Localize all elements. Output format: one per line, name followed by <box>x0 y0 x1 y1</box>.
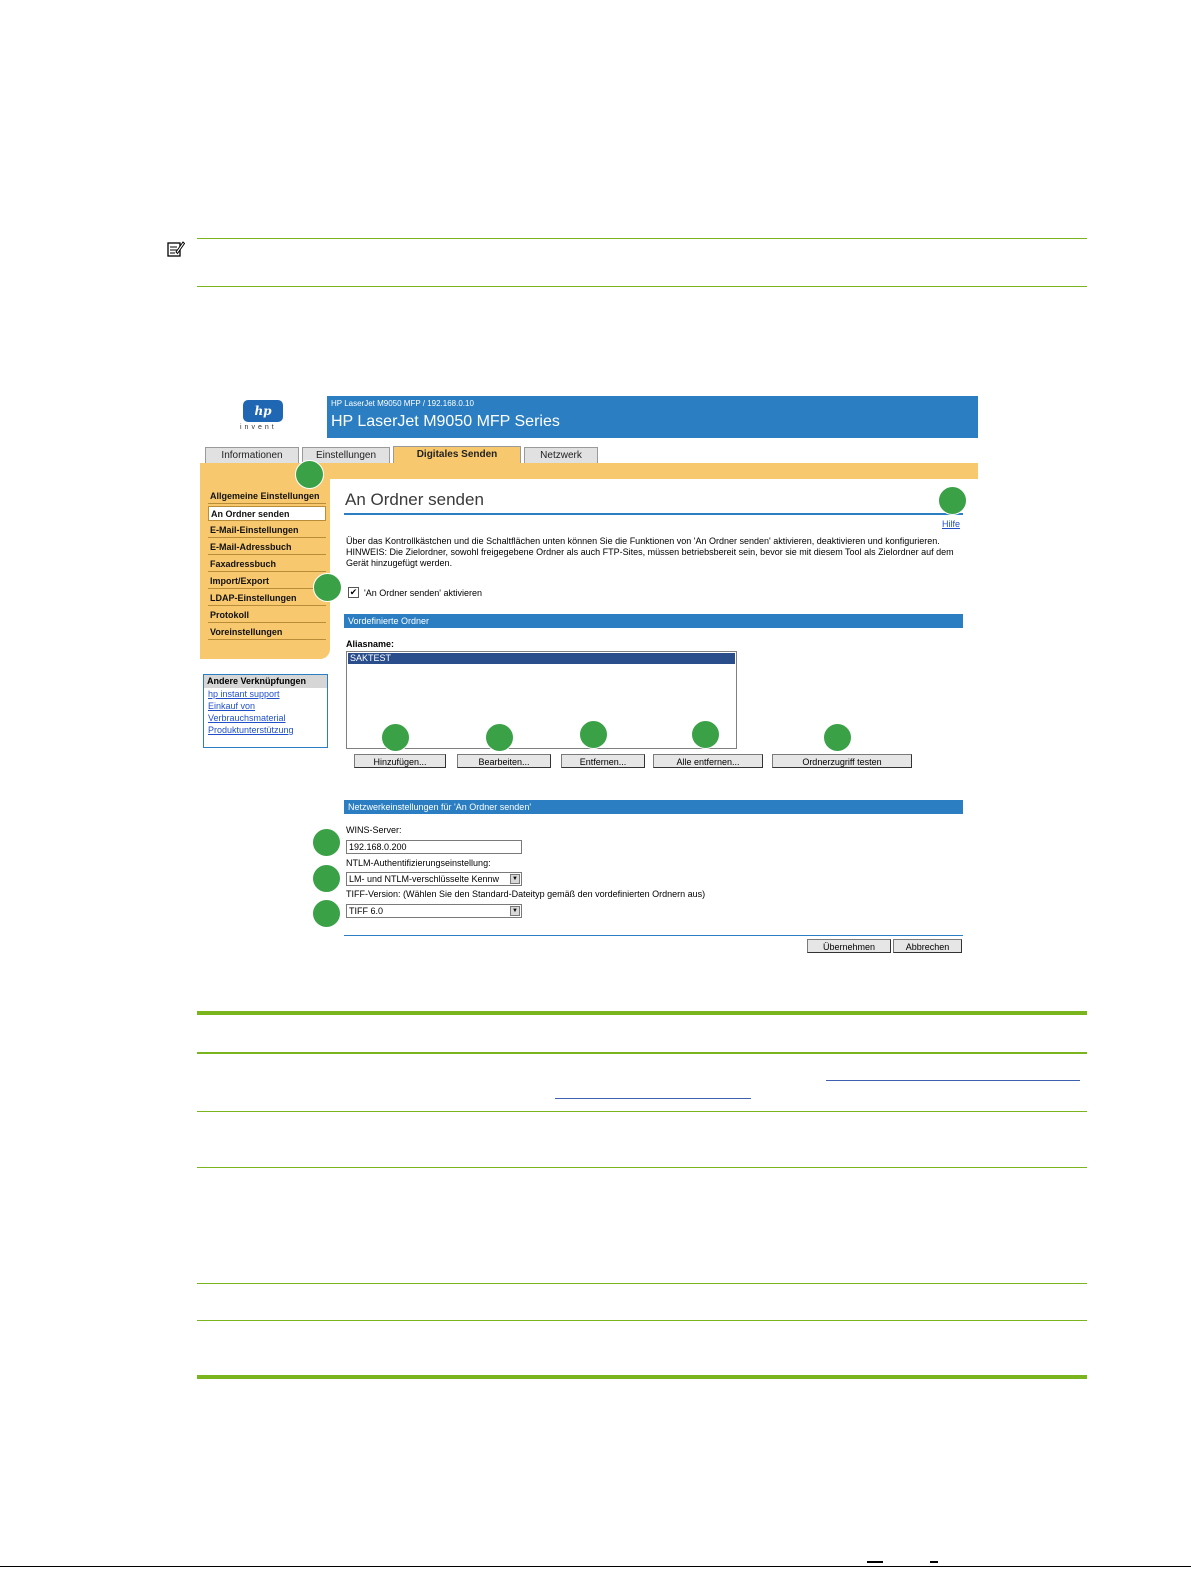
footer-rule <box>0 1566 1191 1567</box>
other-links-heading: Andere Verknüpfungen <box>204 675 327 688</box>
header-title: HP LaserJet M9050 MFP Series <box>331 413 560 430</box>
ews-screenshot <box>200 395 980 965</box>
callout-marker <box>295 460 324 489</box>
link-einkauf-von[interactable]: Einkauf von <box>208 701 256 711</box>
footer-mark <box>867 1561 883 1563</box>
callout-marker <box>312 864 341 893</box>
callout-marker <box>312 899 341 928</box>
dropdown-arrow-icon: ▼ <box>510 874 520 884</box>
cross-reference-link[interactable] <box>555 1098 751 1099</box>
title-rule <box>344 513 963 515</box>
link-produktunterstuetzung[interactable]: Produktunterstützung <box>208 725 294 735</box>
note-rule-bottom <box>197 286 1087 287</box>
enable-checkbox[interactable]: ✔ <box>349 587 358 597</box>
callout-marker <box>938 486 967 515</box>
tiff-select-value: TIFF 6.0 <box>349 906 384 916</box>
callout-marker <box>691 720 720 749</box>
footer-mark <box>930 1561 938 1563</box>
header-subtitle: HP LaserJet M9050 MFP / 192.168.0.10 <box>331 399 474 408</box>
nav-ldap-einstellungen[interactable]: LDAP-Einstellungen <box>208 591 326 606</box>
callout-marker <box>381 723 410 752</box>
tiff-label: TIFF-Version: (Wählen Sie den Standard-Dateityp gemäß den vordefinierten Ordnern aus) <box>346 889 706 899</box>
dropdown-arrow-icon: ▼ <box>510 906 520 916</box>
cross-reference-link[interactable] <box>826 1080 1080 1081</box>
ntlm-select[interactable] <box>346 872 522 886</box>
hp-logo: hp <box>243 400 283 422</box>
page-description: Über das Kontrollkästchen und die Schaltflächen unten können Sie die Funktionen von 'An Ordner senden' aktivieren, deaktivieren und konfigurieren. HINWEIS: Die Zielordner, sowohl freigegebene Ordner als auch FTP-Sites, müssen betriebsbereit sein, bevor sie mit diesem Tool als Zielordner auf dem Gerät hinzugefügt werden. <box>346 536 954 568</box>
callout-marker <box>485 723 514 752</box>
table-row-rule <box>197 1111 1087 1112</box>
tab-einstellungen[interactable]: Einstellungen <box>302 447 390 463</box>
table-rule-bottom <box>197 1375 1087 1379</box>
remove-button[interactable]: Entfernen... <box>561 754 645 768</box>
table-row-rule <box>197 1320 1087 1321</box>
table-rule-header <box>197 1052 1087 1054</box>
wins-label: WINS-Server: <box>346 825 402 835</box>
callout-marker <box>313 573 342 602</box>
test-access-button[interactable]: Ordnerzugriff testen <box>772 754 912 768</box>
remove-all-button[interactable]: Alle entfernen... <box>653 754 763 768</box>
table-row-rule <box>197 1167 1087 1168</box>
nav-faxadressbuch[interactable]: Faxadressbuch <box>208 557 326 572</box>
enable-checkbox-label: 'An Ordner senden' aktivieren <box>364 588 483 598</box>
apply-button[interactable]: Übernehmen <box>807 939 891 953</box>
alias-list-item[interactable]: SAKTEST <box>348 653 735 664</box>
edit-button[interactable]: Bearbeiten... <box>457 754 551 768</box>
add-button[interactable]: Hinzufügen... <box>354 754 446 768</box>
nav-email-einstellungen[interactable]: E-Mail-Einstellungen <box>208 523 326 538</box>
link-hp-instant-support[interactable]: hp instant support <box>208 689 280 699</box>
callout-marker <box>579 720 608 749</box>
note-icon <box>167 240 185 258</box>
nav-allgemeine-einstellungen[interactable]: Allgemeine Einstellungen <box>208 489 326 504</box>
left-nav <box>200 479 330 659</box>
nav-protokoll[interactable]: Protokoll <box>208 608 326 623</box>
tab-netzwerk[interactable]: Netzwerk <box>524 447 598 463</box>
tab-digitales-senden[interactable]: Digitales Senden <box>393 446 521 464</box>
ntlm-select-value: LM- und NTLM-verschlüsselte Kennw <box>349 874 500 884</box>
note-rule-top <box>197 238 1087 239</box>
form-bottom-rule <box>344 935 963 936</box>
nav-an-ordner-senden[interactable]: An Ordner senden <box>208 506 326 521</box>
nav-voreinstellungen[interactable]: Voreinstellungen <box>208 625 326 640</box>
network-section-header: Netzwerkeinstellungen für 'An Ordner senden' <box>344 800 963 814</box>
table-rule-top <box>197 1011 1087 1015</box>
logo-word: invent <box>240 424 277 431</box>
cancel-button[interactable]: Abbrechen <box>893 939 962 953</box>
page-title: An Ordner senden <box>345 490 484 509</box>
ntlm-label: NTLM-Authentifizierungseinstellung: <box>346 858 491 868</box>
tab-informationen[interactable]: Informationen <box>205 447 299 463</box>
help-link[interactable]: Hilfe <box>942 519 961 529</box>
predefined-section-header: Vordefinierte Ordner <box>344 614 963 628</box>
alias-label: Aliasname: <box>346 639 395 649</box>
link-verbrauchsmaterial[interactable]: Verbrauchsmaterial <box>208 713 286 723</box>
other-links-box <box>203 674 328 748</box>
callout-marker <box>312 828 341 857</box>
tiff-select[interactable] <box>346 904 522 918</box>
table-row-rule <box>197 1283 1087 1284</box>
nav-email-adressbuch[interactable]: E-Mail-Adressbuch <box>208 540 326 555</box>
callout-marker <box>823 723 852 752</box>
header-banner <box>327 396 978 438</box>
wins-server-input[interactable]: 192.168.0.200 <box>346 840 522 854</box>
nav-import-export[interactable]: Import/Export <box>208 574 326 589</box>
